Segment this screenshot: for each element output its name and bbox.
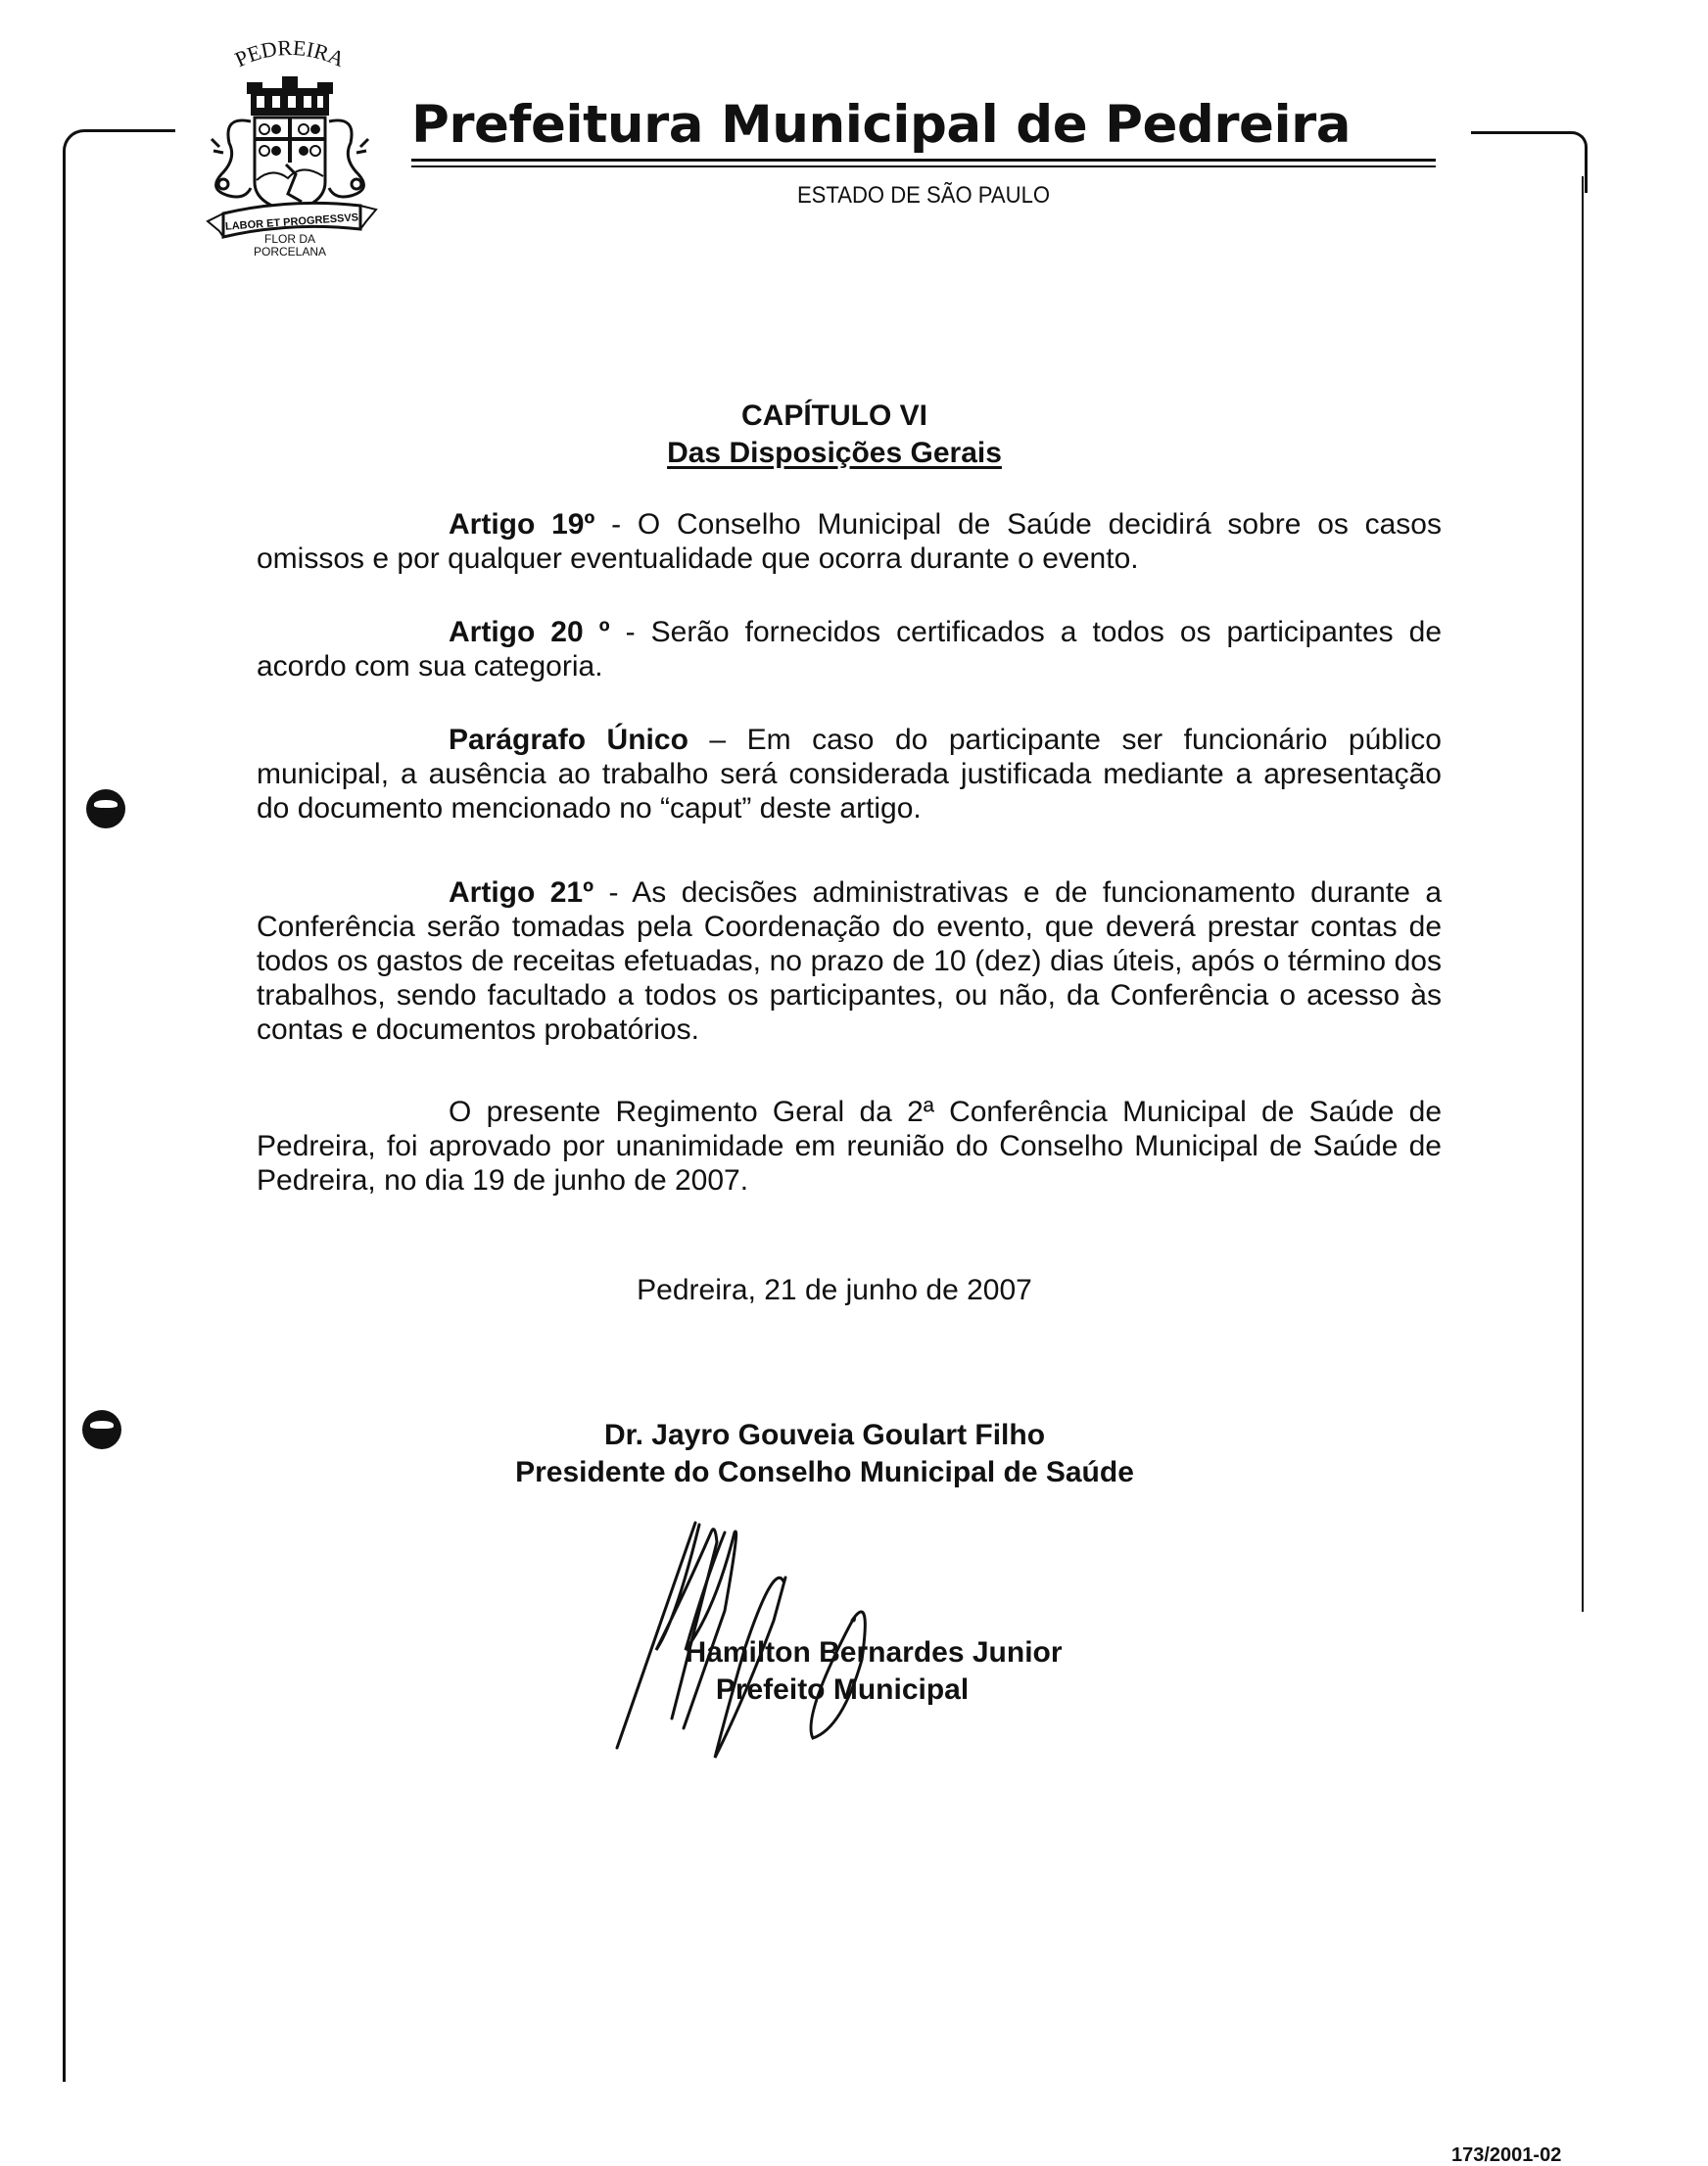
section-title: Das Disposições Gerais xyxy=(667,437,1002,469)
article-text: - Serão fornecidos certificados a todos os participantes de acordo com sua categoria. xyxy=(257,616,1442,683)
punch-hole-icon xyxy=(86,789,125,828)
crest-banner-text: PEDREIRA xyxy=(231,37,349,72)
article-label: Artigo 21º xyxy=(449,876,594,909)
article-label: Artigo 20 º xyxy=(449,616,610,648)
article-text: - O Conselho Municipal de Saúde decidirá sobre os casos omissos e por qualquer eventualidade que ocorra durante o evento. xyxy=(257,508,1442,575)
letterhead-title: Prefeitura Municipal de Pedreira xyxy=(411,95,1352,155)
signatory-role-mayor: Prefeito Municipal xyxy=(715,1673,970,1706)
signatory-name-mayor: Hamilton Bernardes Junior xyxy=(685,1636,1063,1669)
article-20 xyxy=(257,615,1442,683)
article-text: O presente Regimento Geral da 2ª Conferência Municipal de Saúde de Pedreira, foi aprovado por unanimidade em reunião do Conselho Municipal de Saúde de Pedreira, no dia 19 de junho de 2007. xyxy=(257,1096,1442,1197)
shield-icon xyxy=(255,118,325,212)
article-text: - As decisões administrativas e de funcionamento durante a Conferência serão tomadas pela Coordenação do evento, que deverá prestar contas de todos os gastos de receitas efetuadas, no prazo de 10 (dez) dias úteis, após o término dos trabalhos, sendo facultado a todos os participantes, ou não, da Conferência o acesso às contas e documentos probatórios. xyxy=(257,876,1442,1046)
frame-border-top-left xyxy=(63,129,175,191)
article-19 xyxy=(257,507,1442,576)
frame-border-right xyxy=(1582,176,1584,1612)
frame-border-top-right xyxy=(1471,131,1588,193)
article-21 xyxy=(257,875,1442,1047)
coat-of-arms-icon xyxy=(194,37,386,262)
chapter-heading: CAPÍTULO VI xyxy=(740,400,927,432)
crest-caption-line1: FLOR DA xyxy=(263,232,315,246)
signatory-role-president: Presidente do Conselho Municipal de Saúde xyxy=(515,1456,1134,1488)
signatory-name-president: Dr. Jayro Gouveia Goulart Filho xyxy=(603,1419,1046,1451)
approval-paragraph xyxy=(257,1095,1442,1198)
svg-text:LABOR ET PROGRESSVS: LABOR ET PROGRESSVS xyxy=(224,212,359,233)
punch-hole-icon xyxy=(82,1410,121,1449)
letterhead-subtitle: ESTADO DE SÃO PAULO xyxy=(796,182,1051,209)
crest-caption-line2: PORCELANA xyxy=(253,245,327,259)
crown-icon xyxy=(247,76,333,116)
title-rule xyxy=(411,159,1436,162)
paragrafo-unico xyxy=(257,723,1442,825)
place-date: Pedreira, 21 de junho de 2007 xyxy=(637,1274,1032,1306)
title-rule-secondary xyxy=(411,165,1436,167)
article-text: – Em caso do participante ser funcionário público municipal, a ausência ao trabalho será considerada justificada mediante a apresentação do documento mencionado no “caput” deste artigo. xyxy=(257,724,1442,824)
article-label: Artigo 19º xyxy=(449,508,595,541)
article-label: Parágrafo Único xyxy=(449,724,688,756)
footer-reference-text: 173/2001-02 xyxy=(1451,2144,1562,2166)
